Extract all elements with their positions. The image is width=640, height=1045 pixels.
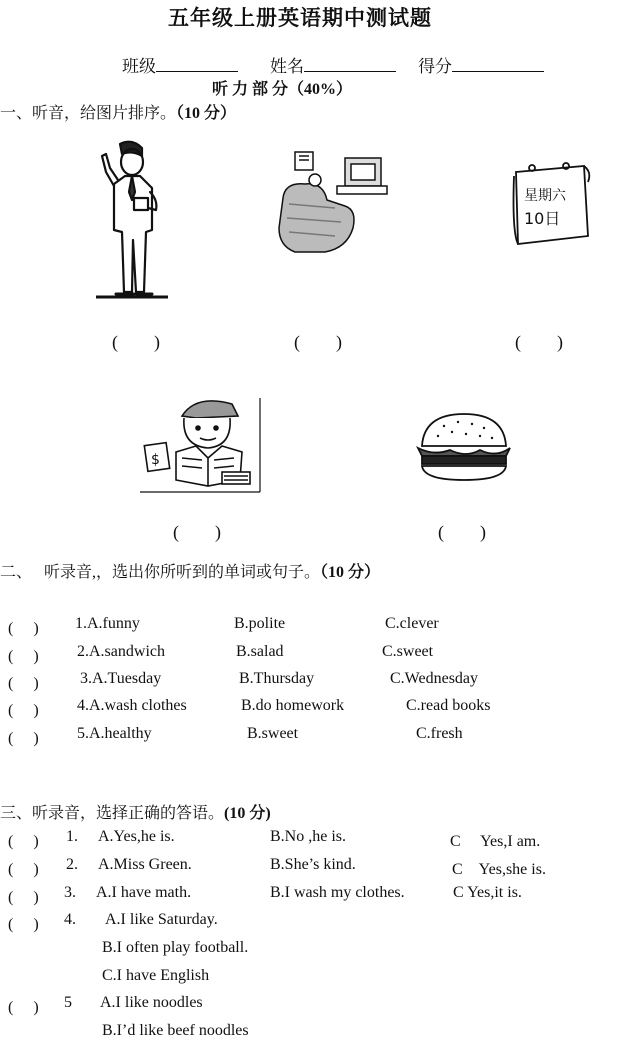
calendar-date: 10日 [524,209,561,228]
s3-q5-number: 5 [64,994,72,1011]
page-title: 五年级上册英语期中测试题 [168,6,432,30]
s2-q2-option-b: B.salad [236,643,284,660]
s2-q5-option-b: B.sweet [247,725,299,742]
score-field [418,52,544,77]
picture1-blank[interactable]: ( ) [112,332,160,352]
s3-q4-number: 4. [64,911,76,928]
s3-q3-option-b: B.I wash my clothes. [270,884,405,901]
s2-q1-option-c: C.clever [385,615,439,632]
s2-q2-paren[interactable]: ( ) [8,648,39,665]
s2-q3-paren[interactable]: ( ) [8,675,39,692]
boy-reading-picture [136,394,266,498]
s3-q2-option-c: C Yes,she is. [452,861,546,878]
s2-q5-option-c: C.fresh [416,725,463,742]
calendar-picture [510,162,592,250]
s3-q5-option-b: B.I’d like beef noodles [102,1022,249,1039]
s3-q4-option-a: A.I like Saturday. [105,911,218,928]
s3-q2-paren[interactable]: ( ) [8,861,39,878]
s2-q1-paren[interactable]: ( ) [8,620,39,637]
picture3-blank[interactable]: ( ) [515,332,563,352]
s2-q2-option-c: C.sweet [382,643,434,660]
s2-q4-option-b: B.do homework [241,697,345,714]
s2-q2-option-a: 2.A.sandwich [77,643,165,660]
s2-q5-paren[interactable]: ( ) [8,730,39,747]
class-field [122,52,238,77]
s2-q5-option-a: 5.A.healthy [77,725,152,742]
name-blank[interactable] [304,55,396,72]
s3-q1-option-c: C Yes,I am. [450,833,541,850]
s3-q4-option-b: B.I often play football. [102,939,249,956]
s3-q4-option-c: C.I have English [102,967,210,984]
class-blank[interactable] [156,55,238,72]
s3-q2-option-a: A.Miss Green. [98,856,192,873]
listening-header: 听 力 部 分（40%） [212,81,353,98]
score-label: 得分 [418,57,452,76]
name-label: 姓名 [270,57,304,76]
s2-q1-option-b: B.polite [234,615,286,632]
score-blank[interactable] [452,55,544,72]
class-label: 班级 [122,57,156,76]
picture4-blank[interactable]: ( ) [173,522,221,542]
s3-q2-option-b: B.She’s kind. [270,856,356,873]
s3-q2-number: 2. [66,856,78,873]
s3-q5-paren[interactable]: ( ) [8,999,39,1016]
s2-q1-option-a: 1.A.funny [75,615,140,632]
picture2-blank[interactable]: ( ) [294,332,342,352]
hamburger-picture [414,408,514,488]
s3-q1-paren[interactable]: ( ) [8,833,39,850]
s3-q3-option-a: A.I have math. [96,884,192,901]
s3-q1-option-b: B.No ,he is. [270,828,346,845]
svg-text:$: $ [151,452,160,468]
section1-title: 一、听音，给图片排序。（10 分） [0,105,237,122]
section2-title: 二、 听录音,，选出你所听到的单词或句子。（10 分） [0,564,381,581]
s2-q4-option-c: C.read books [406,697,491,714]
calendar-weekday: 星期六 [524,188,566,204]
s3-q3-option-c: C Yes,it is. [453,884,522,901]
man-picture [92,140,172,302]
s3-q1-option-a: A.Yes,he is. [98,828,175,845]
s3-q1-number: 1. [66,828,78,845]
sofa-tv-picture [275,148,395,258]
s2-q4-paren[interactable]: ( ) [8,702,39,719]
name-field [270,52,396,77]
s2-q3-option-b: B.Thursday [239,670,315,687]
picture5-blank[interactable]: ( ) [438,522,486,542]
s3-q5-option-a: A.I like noodles [100,994,203,1011]
section3-title: 三、听录音，选择正确的答语。(10 分) [0,805,271,822]
s3-q3-number: 3. [64,884,76,901]
s3-q3-paren[interactable]: ( ) [8,889,39,906]
s3-q4-paren[interactable]: ( ) [8,916,39,933]
s2-q3-option-a: 3.A.Tuesday [80,670,162,687]
s2-q3-option-c: C.Wednesday [390,670,479,687]
s2-q4-option-a: 4.A.wash clothes [77,697,187,714]
